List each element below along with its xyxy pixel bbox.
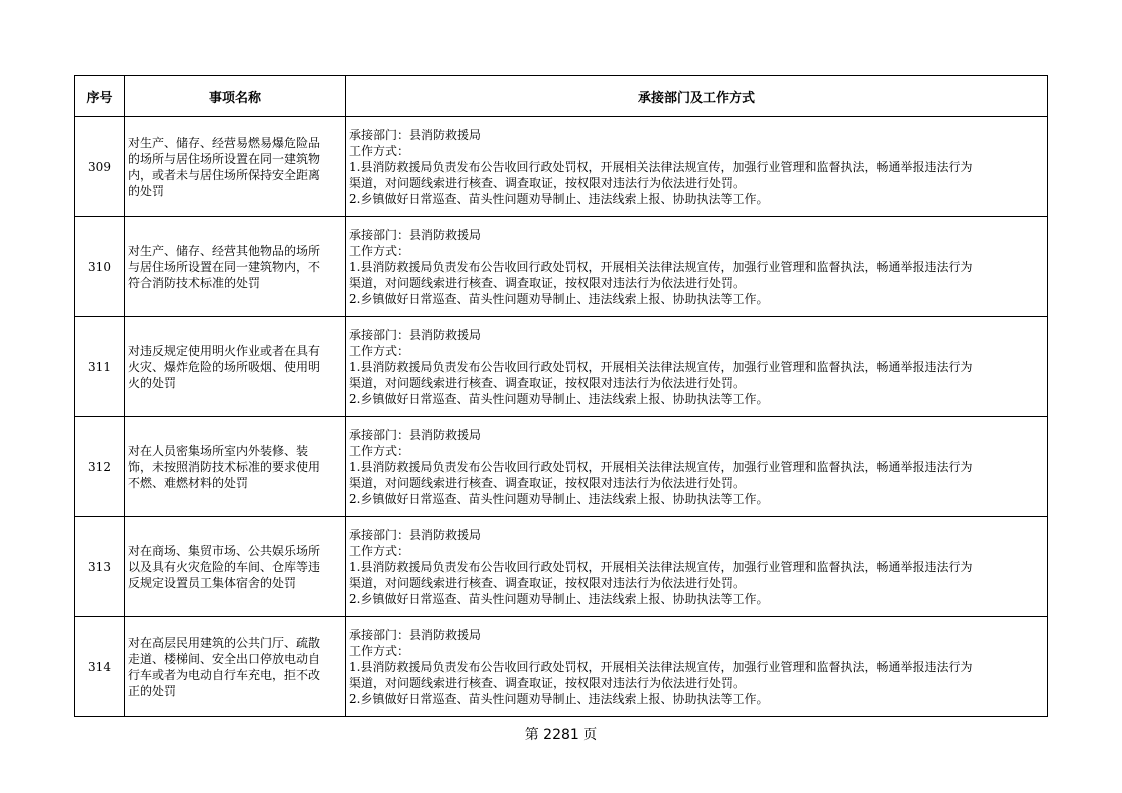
department-method-line: 渠道，对问题线索进行核查、调查取证，按权限对违法行为依法进行处罚。 xyxy=(349,475,746,490)
department-method-line: 渠道，对问题线索进行核查、调查取证，按权限对违法行为依法进行处罚。 xyxy=(349,675,746,690)
table-row xyxy=(75,617,1048,717)
header-serial-number: 序号 xyxy=(75,76,125,117)
department-method-line: 2.乡镇做好日常巡查、苗头性问题劝导制止、违法线索上报、协助执法等工作。 xyxy=(349,691,769,706)
item-name-cell xyxy=(125,617,346,717)
item-name-cell xyxy=(125,517,346,617)
department-method-cell xyxy=(346,417,1048,517)
header-item-name: 事项名称 xyxy=(125,76,346,117)
department-method-cell xyxy=(346,317,1048,417)
item-name-line: 与居住场所设置在同一建筑物内，不 xyxy=(128,259,321,274)
department-method-line: 渠道，对问题线索进行核查、调查取证，按权限对违法行为依法进行处罚。 xyxy=(349,275,746,290)
department-method-line: 承接部门：县消防救援局 xyxy=(349,527,482,542)
serial-number-cell: 311 xyxy=(75,317,125,417)
department-method-cell xyxy=(346,217,1048,317)
item-name-line: 对生产、储存、经营易燃易爆危险品 xyxy=(128,135,321,150)
table-row xyxy=(75,517,1048,617)
department-method-line: 工作方式： xyxy=(349,143,410,158)
department-method-line: 1.县消防救援局负责发布公告收回行政处罚权，开展相关法律法规宣传，加强行业管理和监督执法，畅通举报违法行为 xyxy=(349,259,973,274)
department-method-line: 工作方式： xyxy=(349,443,410,458)
department-method-cell xyxy=(346,617,1048,717)
item-name-line: 正的处罚 xyxy=(128,683,177,698)
item-name-line: 火灾、爆炸危险的场所吸烟、使用明 xyxy=(128,359,321,374)
department-method-line: 工作方式： xyxy=(349,543,410,558)
item-name-cell xyxy=(125,217,346,317)
department-method-cell xyxy=(346,517,1048,617)
header-department-method: 承接部门及工作方式 xyxy=(346,76,1048,117)
serial-number-cell: 309 xyxy=(75,117,125,217)
department-method-cell xyxy=(346,117,1048,217)
item-name-cell xyxy=(125,117,346,217)
table-row xyxy=(75,117,1048,217)
department-method-line: 工作方式： xyxy=(349,343,410,358)
item-name-line: 走道、楼梯间、安全出口停放电动自 xyxy=(128,651,321,666)
department-method-line: 1.县消防救援局负责发布公告收回行政处罚权，开展相关法律法规宣传，加强行业管理和监督执法，畅通举报违法行为 xyxy=(349,559,973,574)
department-method-line: 2.乡镇做好日常巡查、苗头性问题劝导制止、违法线索上报、协助执法等工作。 xyxy=(349,291,769,306)
department-method-line: 渠道，对问题线索进行核查、调查取证，按权限对违法行为依法进行处罚。 xyxy=(349,575,746,590)
department-method-line: 工作方式： xyxy=(349,643,410,658)
department-method-line: 承接部门：县消防救援局 xyxy=(349,127,482,142)
table-row xyxy=(75,417,1048,517)
item-name-line: 符合消防技术标准的处罚 xyxy=(128,275,261,290)
department-method-line: 渠道，对问题线索进行核查、调查取证，按权限对违法行为依法进行处罚。 xyxy=(349,375,746,390)
item-name-cell xyxy=(125,317,346,417)
department-method-line: 渠道，对问题线索进行核查、调查取证，按权限对违法行为依法进行处罚。 xyxy=(349,175,746,190)
department-method-line: 1.县消防救援局负责发布公告收回行政处罚权，开展相关法律法规宣传，加强行业管理和监督执法，畅通举报违法行为 xyxy=(349,459,973,474)
item-name-cell xyxy=(125,417,346,517)
item-name-line: 反规定设置员工集体宿舍的处罚 xyxy=(128,575,297,590)
department-method-line: 承接部门：县消防救援局 xyxy=(349,427,482,442)
serial-number-cell: 314 xyxy=(75,617,125,717)
department-method-line: 1.县消防救援局负责发布公告收回行政处罚权，开展相关法律法规宣传，加强行业管理和监督执法，畅通举报违法行为 xyxy=(349,359,973,374)
item-name-line: 饰，未按照消防技术标准的要求使用 xyxy=(128,459,321,474)
item-name-line: 的场所与居住场所设置在同一建筑物 xyxy=(128,151,321,166)
item-name-line: 以及具有火灾危险的车间、仓库等违 xyxy=(128,559,321,574)
item-name-line: 对在商场、集贸市场、公共娱乐场所 xyxy=(128,543,321,558)
serial-number-cell: 313 xyxy=(75,517,125,617)
department-method-line: 2.乡镇做好日常巡查、苗头性问题劝导制止、违法线索上报、协助执法等工作。 xyxy=(349,191,769,206)
item-name-line: 行车或者为电动自行车充电，拒不改 xyxy=(128,667,321,682)
department-method-line: 承接部门：县消防救援局 xyxy=(349,627,482,642)
item-name-line: 对在人员密集场所室内外装修、装 xyxy=(128,443,309,458)
department-method-line: 1.县消防救援局负责发布公告收回行政处罚权，开展相关法律法规宣传，加强行业管理和监督执法，畅通举报违法行为 xyxy=(349,659,973,674)
department-method-line: 2.乡镇做好日常巡查、苗头性问题劝导制止、违法线索上报、协助执法等工作。 xyxy=(349,591,769,606)
item-name-line: 的处罚 xyxy=(128,183,165,198)
item-name-line: 对生产、储存、经营其他物品的场所 xyxy=(128,243,321,258)
department-method-line: 2.乡镇做好日常巡查、苗头性问题劝导制止、违法线索上报、协助执法等工作。 xyxy=(349,391,769,406)
item-name-line: 内，或者未与居住场所保持安全距离 xyxy=(128,167,321,182)
department-method-line: 1.县消防救援局负责发布公告收回行政处罚权，开展相关法律法规宣传，加强行业管理和监督执法，畅通举报违法行为 xyxy=(349,159,973,174)
items-table xyxy=(74,75,1048,717)
department-method-line: 工作方式： xyxy=(349,243,410,258)
item-name-line: 不燃、难燃材料的处罚 xyxy=(128,475,249,490)
serial-number-cell: 312 xyxy=(75,417,125,517)
page-number: 第 2281 页 xyxy=(524,727,598,743)
table-row xyxy=(75,217,1048,317)
table-body xyxy=(75,117,1048,717)
serial-number-cell: 310 xyxy=(75,217,125,317)
department-method-line: 承接部门：县消防救援局 xyxy=(349,227,482,242)
department-method-line: 承接部门：县消防救援局 xyxy=(349,327,482,342)
item-name-line: 火的处罚 xyxy=(128,375,177,390)
table-row xyxy=(75,317,1048,417)
item-name-line: 对在高层民用建筑的公共门厅、疏散 xyxy=(128,635,321,650)
department-method-line: 2.乡镇做好日常巡查、苗头性问题劝导制止、违法线索上报、协助执法等工作。 xyxy=(349,491,769,506)
item-name-line: 对违反规定使用明火作业或者在具有 xyxy=(128,343,321,358)
table-header-row xyxy=(75,76,1048,117)
